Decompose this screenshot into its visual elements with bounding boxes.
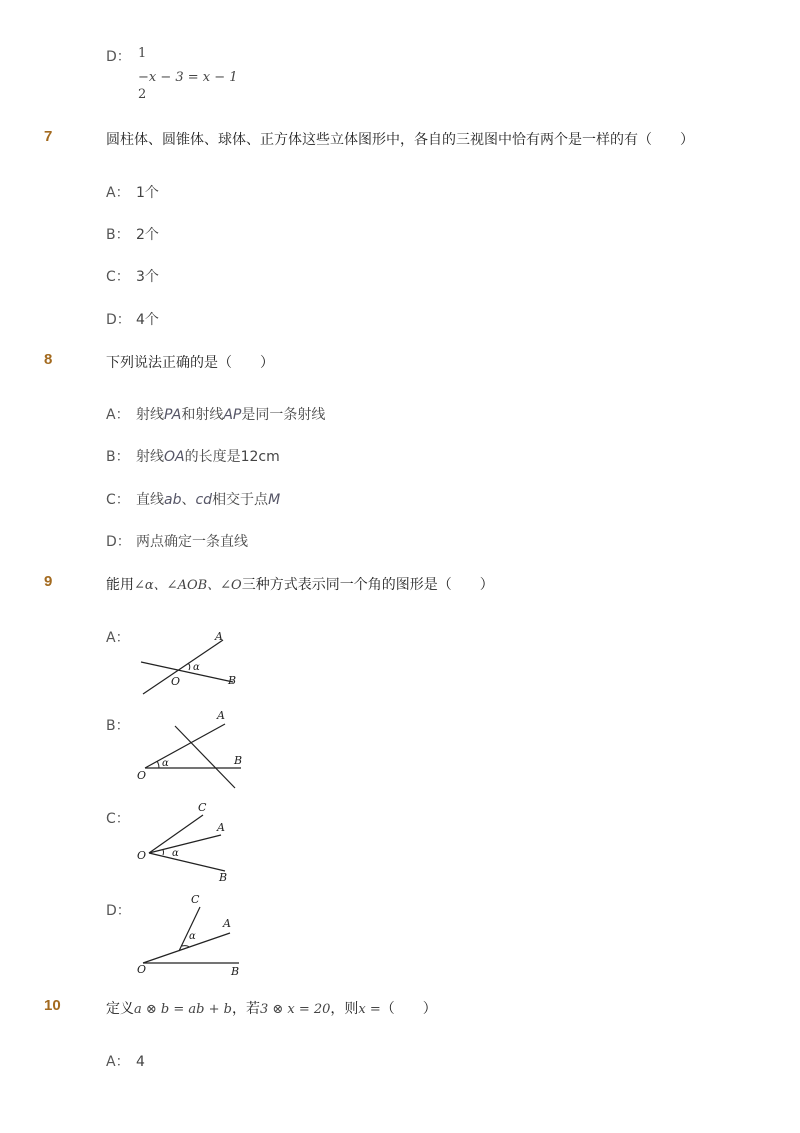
point-b-label: B xyxy=(231,965,240,978)
point-o-label: O xyxy=(137,849,147,862)
fraction-denominator: 2 xyxy=(138,87,147,102)
ray-ob xyxy=(149,853,225,871)
option-text: 是同一条射线 xyxy=(241,407,326,423)
option-math: ab xyxy=(164,492,182,508)
alpha-label: α xyxy=(189,931,196,942)
point-c-label: C xyxy=(191,893,200,906)
point-a-label: A xyxy=(217,709,225,722)
q9-option-d[interactable] xyxy=(106,900,136,920)
option-label: B： xyxy=(106,227,130,243)
option-math: OA xyxy=(164,449,185,465)
option-math: AP xyxy=(223,407,242,423)
q7-option-a[interactable] xyxy=(106,182,159,202)
q9-figure-b xyxy=(135,706,255,791)
alpha-label: α xyxy=(193,662,200,673)
point-a-label: A xyxy=(215,630,223,643)
option-text: 射线 xyxy=(136,449,164,465)
stem-math: a ⊗ b = ab + b xyxy=(134,1002,232,1017)
stem-text: ，则 xyxy=(330,1001,359,1017)
q8-option-a[interactable] xyxy=(106,404,325,424)
option-text: 3个 xyxy=(136,269,159,285)
option-label: A： xyxy=(106,630,130,646)
stem-math: 3 ⊗ x = 20 xyxy=(259,1002,331,1017)
option-text: 4个 xyxy=(136,312,159,328)
option-label: B： xyxy=(106,718,130,734)
point-c-label: C xyxy=(198,801,207,814)
ray-oa xyxy=(143,640,223,694)
option-text: 、 xyxy=(181,492,196,508)
stem-text: 定义 xyxy=(106,1001,134,1017)
option-label: D： xyxy=(106,903,131,919)
q9-figure-a xyxy=(135,626,250,698)
option-label: A： xyxy=(106,185,130,201)
angle-arc xyxy=(182,946,189,947)
option-text: 直线 xyxy=(136,492,164,508)
alpha-label: α xyxy=(162,758,169,769)
q9-option-b[interactable] xyxy=(106,715,136,735)
stem-text: 三种方式表示同一个角的图形是（ ） xyxy=(241,577,494,593)
q8-option-d[interactable] xyxy=(106,531,248,551)
point-o-label: O xyxy=(171,675,181,688)
option-label: D： xyxy=(106,312,131,328)
ray-oa xyxy=(143,933,230,963)
q8-option-b[interactable] xyxy=(106,446,280,466)
question-number: 10 xyxy=(44,997,61,1014)
point-a-label: A xyxy=(217,821,225,834)
point-b-label: B xyxy=(228,674,237,687)
point-o-label: O xyxy=(137,769,147,782)
stem-text: （ ） xyxy=(380,1001,437,1017)
stem-math: ∠α、∠AOB、∠O xyxy=(134,578,242,593)
option-label: C： xyxy=(106,811,130,827)
question-number: 8 xyxy=(44,351,53,368)
q7-option-c[interactable] xyxy=(106,266,159,286)
equation-text: −x − 3 = x − 1 xyxy=(138,70,238,85)
q8-option-c[interactable] xyxy=(106,489,280,509)
option-label: B： xyxy=(106,449,130,465)
option-text: 相交于点 xyxy=(212,492,269,508)
option-label: C： xyxy=(106,492,130,508)
angle-arc xyxy=(188,663,190,670)
stem-text: ，若 xyxy=(231,1001,260,1017)
option-text: 两点确定一条直线 xyxy=(136,534,248,550)
fraction-numerator: 1 xyxy=(138,46,147,61)
question-stem xyxy=(106,998,437,1018)
option-label: C： xyxy=(106,269,130,285)
option-text: 射线 xyxy=(136,407,164,423)
angle-arc xyxy=(163,850,164,855)
point-o-label: O xyxy=(137,963,147,976)
point-a-label: A xyxy=(223,917,231,930)
option-label: D： xyxy=(106,534,131,550)
q9-option-c[interactable] xyxy=(106,808,136,828)
option-math: PA xyxy=(164,407,182,423)
alpha-label: α xyxy=(172,848,179,859)
question-stem xyxy=(106,574,494,594)
q9-figure-c xyxy=(135,799,245,884)
q10-option-a[interactable] xyxy=(106,1051,145,1071)
option-math: M xyxy=(268,492,281,508)
option-text: 1个 xyxy=(136,185,159,201)
option-math: cd xyxy=(195,492,213,508)
point-b-label: B xyxy=(219,871,228,884)
q7-option-d[interactable] xyxy=(106,309,159,329)
stem-math: x = xyxy=(358,1002,381,1017)
q7-option-b[interactable] xyxy=(106,224,159,244)
stem-text: 能用 xyxy=(106,577,134,593)
option-text: 4 xyxy=(136,1054,145,1070)
question-stem: 圆柱体、圆锥体、球体、正方体这些立体图形中，各自的三视图中恰有两个是一样的有（ ） xyxy=(106,132,694,148)
option-label: A： xyxy=(106,407,130,423)
q9-figure-d xyxy=(135,889,250,981)
question-number: 9 xyxy=(44,573,53,590)
option-label: A： xyxy=(106,1054,130,1070)
option-text: 和射线 xyxy=(181,407,224,423)
q6-option-d[interactable] xyxy=(106,46,136,66)
question-stem: 下列说法正确的是（ ） xyxy=(106,355,274,371)
option-text: 的长度是12cm xyxy=(184,449,280,465)
angle-arc xyxy=(157,761,159,768)
option-label: D： xyxy=(106,49,131,65)
option-text: 2个 xyxy=(136,227,159,243)
question-number: 7 xyxy=(44,128,53,145)
point-b-label: B xyxy=(234,754,243,767)
ray-oa xyxy=(149,835,221,853)
q9-option-a[interactable] xyxy=(106,627,136,647)
